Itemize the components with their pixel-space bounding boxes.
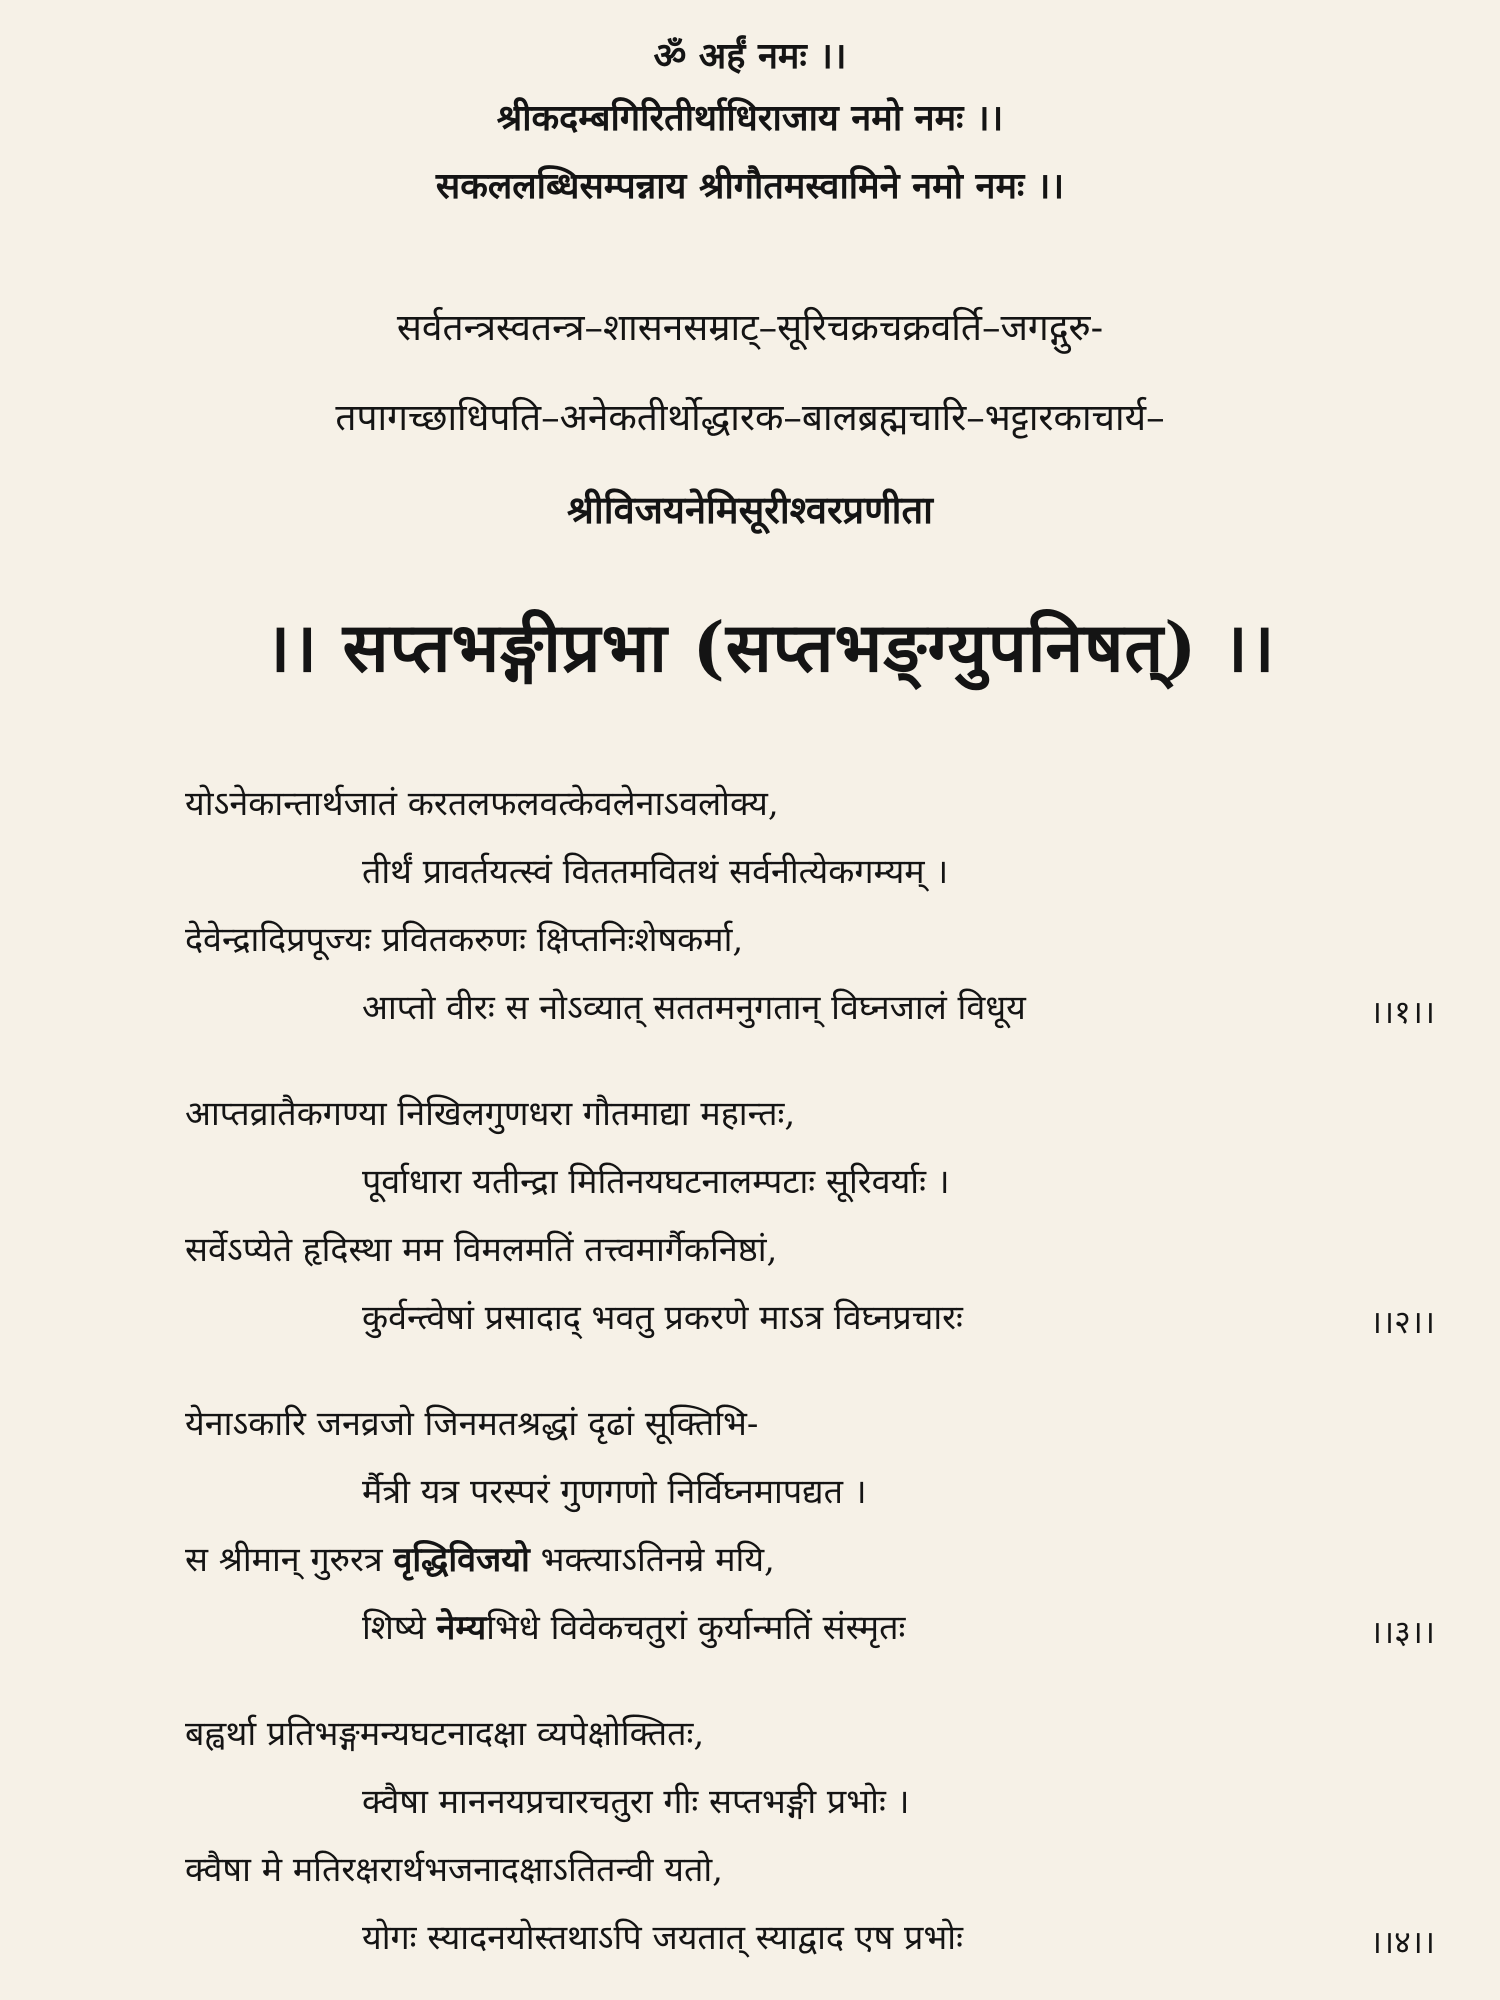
verse-4-line-4: योगः स्यादनयोस्तथाऽपि जयतात् स्याद्वाद एष प्रभोः bbox=[362, 1918, 963, 1958]
verse-3-line-3-rest: भक्त्याऽतिनम्रे मयि, bbox=[529, 1540, 775, 1580]
invocation-kadamba: श्रीकदम्बगिरितीर्थाधिराजाय नमो नमः ।। bbox=[496, 97, 1004, 139]
verse-4-line-1: बह्वर्था प्रतिभङ्गमन्यघटनादक्षा व्यपेक्षोक्तितः, bbox=[185, 1714, 705, 1754]
verse-3-line-4-rest: भिधे विवेकचतुरां कुर्यान्मतिं संस्मृतः bbox=[486, 1608, 906, 1648]
verse-1-line-4: आप्तो वीरः स नोऽव्यात् सततमनुगतान् विघ्नजालं विधूय bbox=[362, 988, 1026, 1028]
disciple-name-nemya: नेम्य bbox=[436, 1608, 487, 1648]
epithet-line-2: तपागच्छाधिपति–अनेकतीर्थोद्धारक–बालब्रह्मचारि–भट्टारकाचार्य– bbox=[335, 396, 1165, 439]
verse-3-line-2: र्मैत्री यत्र परस्परं गुणगणो निर्विघ्नमापद्यत । bbox=[362, 1472, 867, 1512]
verse-3-number: ।।३।। bbox=[1369, 1613, 1435, 1651]
author-line: श्रीविजयनेमिसूरीश्वरप्रणीता bbox=[567, 487, 933, 532]
verse-1-line-2: तीर्थं प्रावर्तयत्स्वं विततमवितथं सर्वनीत्येकगम्यम् । bbox=[362, 852, 949, 892]
epithet-line-1: सर्वतन्त्रस्वतन्त्र–शासनसम्राट्–सूरिचक्रचक्रवर्ति–जगद्गुरु- bbox=[396, 306, 1104, 349]
verse-2-line-1: आप्तव्रातैकगण्या निखिलगुणधरा गौतमाद्या महान्तः, bbox=[185, 1094, 796, 1134]
verse-3-line-4-text: शिष्ये bbox=[362, 1608, 437, 1648]
verse-4-line-2: क्वैषा माननयप्रचारचतुरा गीः सप्तभङ्गी प्रभोः । bbox=[362, 1782, 910, 1822]
verse-2-line-2: पूर्वाधारा यतीन्द्रा मितिनयघटनालम्पटाः सूरिवर्याः । bbox=[362, 1162, 950, 1202]
invocation-om: ॐ अर्हं नमः ।। bbox=[653, 35, 847, 77]
verse-2-number: ।।२।। bbox=[1369, 1303, 1435, 1341]
verse-4-number: ।।४।। bbox=[1369, 1923, 1435, 1961]
main-title: ।। सप्तभङ्गीप्रभा (सप्तभङ्ग्युपनिषत्) ।। bbox=[264, 608, 1276, 688]
verse-4-line-3: क्वैषा मे मतिरक्षरार्थभजनादक्षाऽतितन्वी यतो, bbox=[185, 1850, 723, 1890]
invocation-gautam: सकललब्धिसम्पन्नाय श्रीगौतमस्वामिने नमो नमः ।। bbox=[435, 165, 1065, 207]
guru-name-vriddhivijayo: वृद्धिविजयो bbox=[393, 1540, 530, 1580]
verse-3-line-3 bbox=[185, 1540, 775, 1581]
verse-1-line-3: देवेन्द्रादिप्रपूज्यः प्रवितकरुणः क्षिप्तनिःशेषकर्मा, bbox=[185, 920, 744, 960]
verse-1-line-1: योऽनेकान्तार्थजातं करतलफलवत्केवलेनाऽवलोक्य, bbox=[185, 784, 779, 824]
verse-3-line-3-text: स श्रीमान् गुरुरत्र bbox=[185, 1540, 394, 1580]
verse-2-line-4: कुर्वन्त्वेषां प्रसादाद् भवतु प्रकरणे माऽत्र विघ्नप्रचारः bbox=[362, 1298, 963, 1338]
verse-3-line-4 bbox=[362, 1608, 905, 1649]
verse-1-number: ।।१।। bbox=[1369, 993, 1435, 1031]
verse-2-line-3: सर्वेऽप्येते हृदिस्था मम विमलमतिं तत्त्वमार्गैकनिष्ठां, bbox=[185, 1230, 778, 1270]
verse-3-line-1: येनाऽकारि जनव्रजो जिनमतश्रद्धां दृढां सूक्तिभि- bbox=[185, 1404, 759, 1444]
